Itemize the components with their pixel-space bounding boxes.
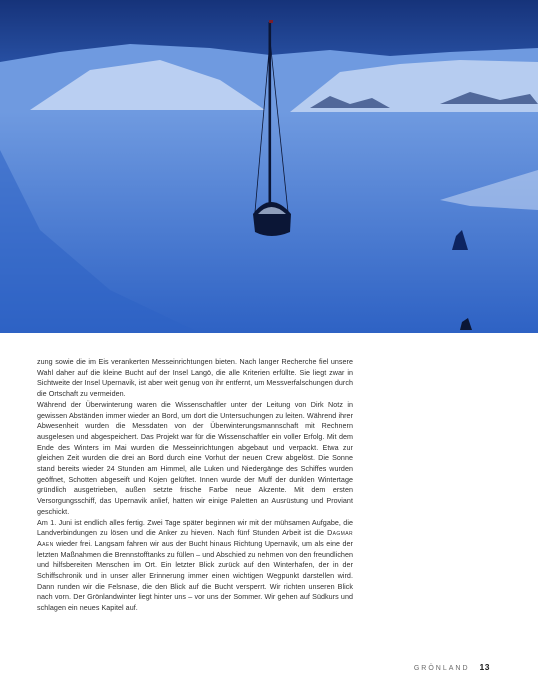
article-text: wieder frei. Langsam fahren wir aus der Bucht hinaus Richtung Upernavik, um als eine der letzten Maßnahmen die Brennstofftanks zu füllen – und Abschied zu nehmen von den freundlichen und hilfsbereiten Menschen im Ort. Ein letzter Blick zurück auf den Winterhafen, der in der Schiffschronik und in unser aller Erinnerung immer einen wichtigen Wegpunkt darstellen wird. Dann runden wir die Felsnase, die den Blick auf die Bucht versperrt. Wir richten unseren Blick nach vorn. Der Grönlandwinter liegt hinter uns – vor uns der Sommer. Wir gehen auf Südkurs und schlagen ein neues Kapitel auf. [37, 539, 353, 613]
page-number: 13 [479, 662, 490, 672]
ice-ship-photo [0, 0, 538, 333]
article-text: Am 1. Juni ist endlich alles fertig. Zwei Tage später beginnen wir mit der mühsamen Aufgabe, die Landverbindungen zu lösen und die Anker zu hieven. Nach fünf Stunden Arbeit ist die [37, 518, 353, 538]
page-footer [414, 662, 490, 672]
running-title: GRÖNLAND [413, 665, 470, 672]
article-paragraph: Während der Überwinterung waren die Wissenschaftler unter der Leitung von Dirk Notz in gewissen Abständen immer wieder an Bord, um dort die Untersuchungen zu leiten. Während ihrer Abwesenheit wurden die Messdaten von der Überwinterungsmannschaft mit Rechnern ausgelesen und abgespeichert. Das Projekt war für die Wissenschaftler ein voller Erfolg. Mit dem Ende des Winters im Mai wurden die Messeinrichtungen abgebaut und verpackt. Etwa zur gleichen Zeit wurden die drei an Bord durch eine Vorhut der neuen Crew abgelöst. Die Sonne stand bereits wieder 24 Stunden am Himmel, alle Luken und Niedergänge des Schiffes wurden geöffnet, Schotten abgeseift und Kojen gelüftet. Innen wurde der Muff der dunklen Wintertage gründlich ausgetrieben, außen setzte frische Farbe neue Akzente. Mit dem ersten Versorgungsschiff, das Upernavik anlief, hatten wir einige Paletten an Ausrüstung und Proviant geschickt. [37, 400, 353, 516]
article-paragraph-last [37, 518, 353, 614]
flag [269, 20, 273, 23]
article-body [37, 357, 353, 614]
article-paragraph: zung sowie die im Eis verankerten Messeinrichtungen bieten. Nach langer Recherche fiel unsere Wahl daher auf die kleine Bucht auf der Insel Langö, die alle Kriterien erfüllte. Sie liegt zwar in Sichtweite der Insel Upernavik, ist aber weit genug von ihr entfernt, um Messverfalschungen durch die Ortschaft zu vermeiden. [37, 358, 353, 399]
ship-name: Dagmar Aaen [37, 529, 353, 548]
